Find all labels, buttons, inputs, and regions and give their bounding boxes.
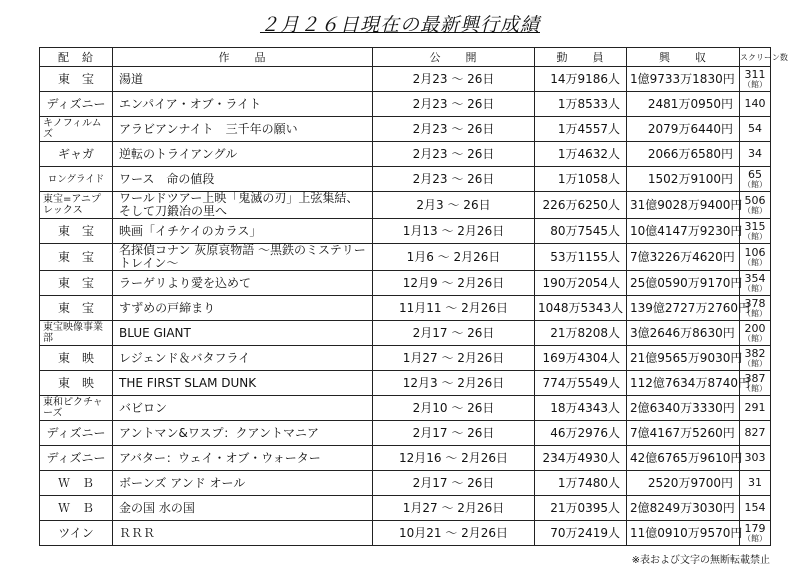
- table-row: [40, 244, 771, 271]
- screens-cell: [740, 142, 771, 167]
- revenue-cell: 42億6765万9610円: [627, 446, 740, 471]
- screens-count: 31: [748, 476, 762, 489]
- table-row: [40, 471, 771, 496]
- screens-count: 827: [744, 426, 766, 439]
- audience-cell: 774万5549人: [535, 371, 627, 396]
- audience-cell: 46万2976人: [535, 421, 627, 446]
- period-cell: 2月17 ～ 26日: [373, 321, 535, 346]
- screens-unit: （館）: [743, 79, 767, 89]
- screens-unit: （館）: [743, 257, 767, 267]
- work-cell: 金の国 水の国: [113, 496, 373, 521]
- audience-cell: 21万8208人: [535, 321, 627, 346]
- revenue-cell: 2億6340万3330円: [627, 396, 740, 421]
- work-cell: BLUE GIANT: [113, 321, 373, 346]
- revenue-cell: 2079万6440円: [627, 117, 740, 142]
- work-cell: アントマン&ワスプ：クアントマニア: [113, 421, 373, 446]
- screens-count: 382: [744, 346, 766, 360]
- screens-cell: [740, 396, 771, 421]
- screens-count: 34: [748, 147, 762, 160]
- screens-cell: [740, 496, 771, 521]
- revenue-cell: 25億0590万9170円: [627, 271, 740, 296]
- distributor-cell: 東 映: [40, 346, 113, 371]
- work-cell: アラビアンナイト 三千年の願い: [113, 117, 373, 142]
- revenue-cell: 10億4147万9230円: [627, 219, 740, 244]
- audience-cell: 80万7545人: [535, 219, 627, 244]
- revenue-cell: 21億9565万9030円: [627, 346, 740, 371]
- screens-count: 311: [744, 67, 766, 81]
- distributor-cell: 東 宝: [40, 67, 113, 92]
- screens-cell: [740, 67, 771, 92]
- screens-count: 378: [744, 296, 766, 310]
- revenue-cell: 31億9028万9400円: [627, 192, 740, 219]
- screens-cell: [740, 371, 771, 396]
- table-row: [40, 521, 771, 546]
- distributor-cell: 東和ピクチャーズ: [40, 396, 113, 421]
- audience-cell: 21万0395人: [535, 496, 627, 521]
- period-cell: 12月16 ～ 2月26日: [373, 446, 535, 471]
- audience-cell: 169万4304人: [535, 346, 627, 371]
- table-row: [40, 396, 771, 421]
- audience-cell: 70万2419人: [535, 521, 627, 546]
- header-distributor: 配 給: [40, 48, 113, 67]
- table-row: [40, 67, 771, 92]
- revenue-cell: 112億7634万8740円: [627, 371, 740, 396]
- work-cell: ボーンズ アンド オール: [113, 471, 373, 496]
- screens-count: 291: [744, 401, 766, 414]
- table-row: [40, 271, 771, 296]
- screens-unit: （館）: [743, 308, 767, 318]
- table-row: [40, 167, 771, 192]
- audience-cell: 1万8533人: [535, 92, 627, 117]
- distributor-cell: ロングライド: [40, 167, 113, 192]
- distributor-cell: 東宝映像事業部: [40, 321, 113, 346]
- screens-cell: [740, 271, 771, 296]
- period-cell: 2月17 ～ 26日: [373, 421, 535, 446]
- work-cell: バビロン: [113, 396, 373, 421]
- screens-count: 106: [744, 245, 766, 259]
- audience-cell: 1万1058人: [535, 167, 627, 192]
- distributor-cell: 東 宝: [40, 271, 113, 296]
- screens-unit: （館）: [743, 283, 767, 293]
- audience-cell: 53万1155人: [535, 244, 627, 271]
- copyright-notice: ※表および文字の無断転載禁止: [631, 555, 770, 566]
- revenue-cell: 2億8249万3030円: [627, 496, 740, 521]
- distributor-cell: 東 宝: [40, 244, 113, 271]
- page-title: ２月２６日現在の最新興行成績: [259, 14, 540, 36]
- work-cell: 名探偵コナン 灰原哀物語 ～黒鉄のミステリートレイン～: [113, 244, 373, 271]
- revenue-cell: 7億3226万4620円: [627, 244, 740, 271]
- audience-cell: 1048万5343人: [535, 296, 627, 321]
- screens-cell: [740, 421, 771, 446]
- table-row: [40, 496, 771, 521]
- period-cell: 2月23 ～ 26日: [373, 92, 535, 117]
- audience-cell: 234万4930人: [535, 446, 627, 471]
- screens-cell: [740, 117, 771, 142]
- audience-cell: 190万2054人: [535, 271, 627, 296]
- period-cell: 12月9 ～ 2月26日: [373, 271, 535, 296]
- distributor-cell: Ｗ Ｂ: [40, 471, 113, 496]
- screens-count: 140: [744, 97, 766, 110]
- screens-unit: （館）: [743, 333, 767, 343]
- revenue-cell: 3億2646万8630円: [627, 321, 740, 346]
- distributor-cell: 東 宝: [40, 296, 113, 321]
- screens-cell: [740, 92, 771, 117]
- screens-unit: （館）: [743, 383, 767, 393]
- header-period: 公 開: [373, 48, 535, 67]
- revenue-cell: 139億2727万2760円: [627, 296, 740, 321]
- screens-count: 506: [744, 193, 766, 207]
- screens-count: 303: [744, 451, 766, 464]
- work-cell: レジェンド＆バタフライ: [113, 346, 373, 371]
- screens-cell: [740, 346, 771, 371]
- distributor-cell: ギャガ: [40, 142, 113, 167]
- period-cell: 11月11 ～ 2月26日: [373, 296, 535, 321]
- table-row: [40, 446, 771, 471]
- screens-count: 354: [744, 271, 766, 285]
- screens-cell: [740, 296, 771, 321]
- period-cell: 2月17 ～ 26日: [373, 471, 535, 496]
- screens-cell: [740, 192, 771, 219]
- work-cell: すずめの戸締まり: [113, 296, 373, 321]
- table-row: [40, 421, 771, 446]
- distributor-cell: ツイン: [40, 521, 113, 546]
- table-row: [40, 219, 771, 244]
- period-cell: 2月23 ～ 26日: [373, 167, 535, 192]
- period-cell: 2月3 ～ 26日: [373, 192, 535, 219]
- work-cell: ラーゲリより愛を込めて: [113, 271, 373, 296]
- screens-cell: [740, 244, 771, 271]
- work-cell: ワース 命の値段: [113, 167, 373, 192]
- screens-count: 54: [748, 122, 762, 135]
- period-cell: 1月27 ～ 2月26日: [373, 346, 535, 371]
- work-cell: 逆転のトライアングル: [113, 142, 373, 167]
- period-cell: 2月23 ～ 26日: [373, 142, 535, 167]
- screens-cell: [740, 446, 771, 471]
- header-audience: 動 員: [535, 48, 627, 67]
- distributor-cell: Ｗ Ｂ: [40, 496, 113, 521]
- table-row: [40, 346, 771, 371]
- revenue-cell: 2520万9700円: [627, 471, 740, 496]
- distributor-cell: ディズニー: [40, 421, 113, 446]
- screens-cell: [740, 219, 771, 244]
- screens-count: 154: [744, 501, 766, 514]
- period-cell: 10月21 ～ 2月26日: [373, 521, 535, 546]
- period-cell: 1月27 ～ 2月26日: [373, 496, 535, 521]
- audience-cell: 1万7480人: [535, 471, 627, 496]
- table-row: [40, 371, 771, 396]
- distributor-cell: ディズニー: [40, 92, 113, 117]
- table-row: [40, 92, 771, 117]
- work-cell: ワールドツアー上映「鬼滅の刃」上弦集結、そして刀鍛冶の里へ: [113, 192, 373, 219]
- screens-unit: （館）: [743, 533, 767, 543]
- work-cell: エンパイア・オブ・ライト: [113, 92, 373, 117]
- distributor-cell: 東 宝: [40, 219, 113, 244]
- audience-cell: 1万4632人: [535, 142, 627, 167]
- table-row: [40, 296, 771, 321]
- revenue-cell: 2066万6580円: [627, 142, 740, 167]
- revenue-cell: 2481万0950円: [627, 92, 740, 117]
- work-cell: THE FIRST SLAM DUNK: [113, 371, 373, 396]
- screens-unit: （館）: [743, 358, 767, 368]
- period-cell: 1月6 ～ 2月26日: [373, 244, 535, 271]
- screens-unit: （館）: [743, 179, 767, 189]
- screens-cell: [740, 471, 771, 496]
- period-cell: 12月3 ～ 2月26日: [373, 371, 535, 396]
- work-cell: 湯道: [113, 67, 373, 92]
- header-revenue: 興 収: [627, 48, 740, 67]
- header-screens: スクリーン数: [740, 48, 771, 67]
- period-cell: 1月13 ～ 2月26日: [373, 219, 535, 244]
- distributor-cell: キノフィルムズ: [40, 117, 113, 142]
- period-cell: 2月23 ～ 26日: [373, 67, 535, 92]
- revenue-cell: 1億9733万1830円: [627, 67, 740, 92]
- period-cell: 2月23 ～ 26日: [373, 117, 535, 142]
- distributor-cell: 東 映: [40, 371, 113, 396]
- distributor-cell: ディズニー: [40, 446, 113, 471]
- audience-cell: 14万9186人: [535, 67, 627, 92]
- revenue-cell: 7億4167万5260円: [627, 421, 740, 446]
- table-row: [40, 117, 771, 142]
- work-cell: 映画「イチケイのカラス」: [113, 219, 373, 244]
- screens-count: 315: [744, 219, 766, 233]
- screens-count: 65: [748, 167, 762, 181]
- revenue-cell: 11億0910万9570円: [627, 521, 740, 546]
- box-office-table: [39, 47, 788, 546]
- table-row: [40, 142, 771, 167]
- table-row: [40, 192, 771, 219]
- header-row: [40, 48, 771, 67]
- header-work: 作 品: [113, 48, 373, 67]
- revenue-cell: 1502万9100円: [627, 167, 740, 192]
- work-cell: ＲＲＲ: [113, 521, 373, 546]
- period-cell: 2月10 ～ 26日: [373, 396, 535, 421]
- screens-unit: （館）: [743, 231, 767, 241]
- audience-cell: 18万4343人: [535, 396, 627, 421]
- work-cell: アバター：ウェイ・オブ・ウォーター: [113, 446, 373, 471]
- screens-cell: [740, 167, 771, 192]
- audience-cell: 1万4557人: [535, 117, 627, 142]
- screens-cell: [740, 321, 771, 346]
- distributor-cell: 東宝=アニプレックス: [40, 192, 113, 219]
- audience-cell: 226万6250人: [535, 192, 627, 219]
- screens-count: 200: [744, 321, 766, 335]
- screens-unit: （館）: [743, 205, 767, 215]
- screens-cell: [740, 521, 771, 546]
- table-row: [40, 321, 771, 346]
- screens-count: 179: [744, 521, 766, 535]
- screens-count: 387: [744, 371, 766, 385]
